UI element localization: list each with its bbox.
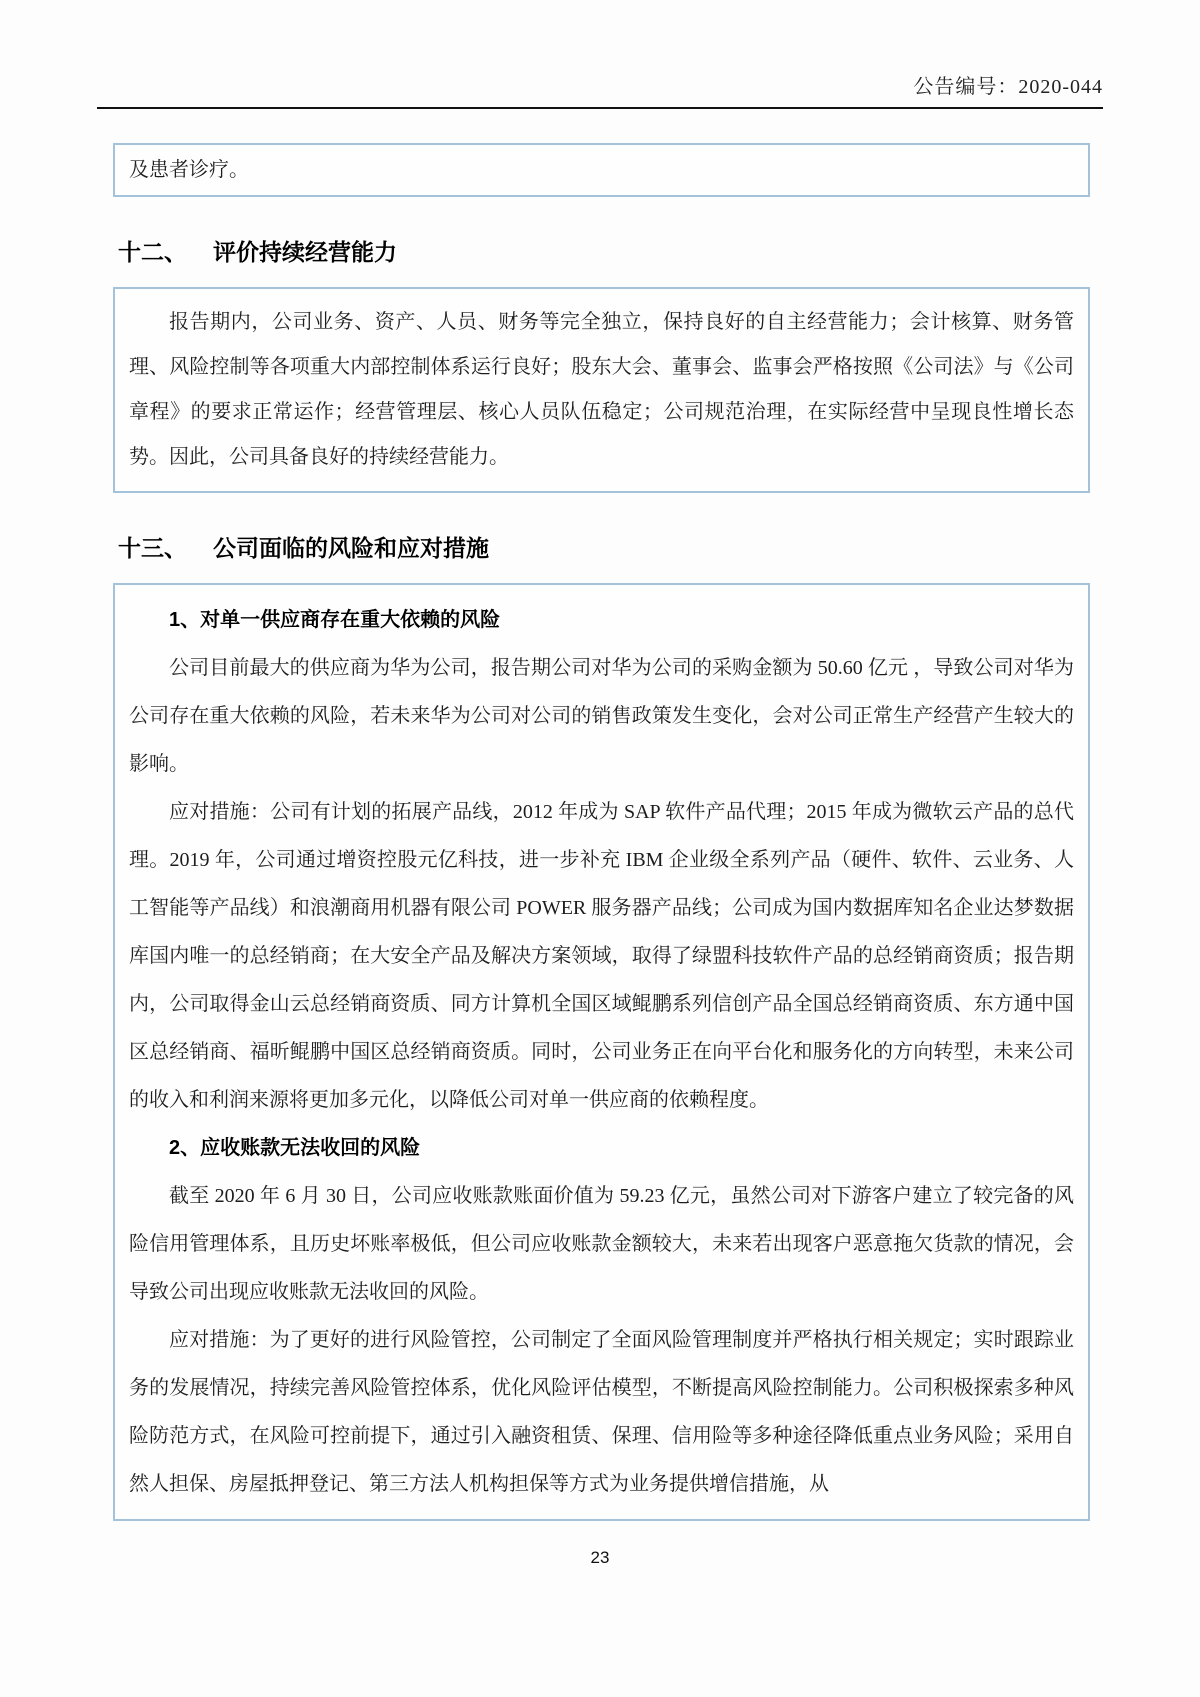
risk-1-title: 1、对单一供应商存在重大依赖的风险 <box>169 609 501 631</box>
risk-2-title: 2、应收账款无法收回的风险 <box>169 1137 421 1159</box>
continuation-text: 及患者诊疗。 <box>129 159 249 181</box>
announcement-number: 公告编号：2020-044 <box>913 76 1103 98</box>
risk-1-paragraph-2: 应对措施：公司有计划的拓展产品线，2012 年成为 SAP 软件产品代理；2015 年成为微软云产品的总代理。2019 年，公司通过增资控股元亿科技，进一步补充 IBM 企业级全系列产品（硬件、软件、云业务、人工智能等产品线）和浪潮商用机器有限公司 POWER 服务器产品线；公司成为国内数据库知名企业达梦数据库国内唯一的总经销商；在大安全产品及解决方案领域，取得了绿盟科技软件产品的总经销商资质；报告期内，公司取得金山云总经销商资质、同方计算机全国区域鲲鹏系列信创产品全国总经销商资质、东方通中国区总经销商、福昕鲲鹏中国区总经销商资质。同时，公司业务正在向平台化和服务化的方向转型，未来公司的收入和利润来源将更加多元化，以降低公司对单一供应商的依赖程度。 <box>129 801 1074 1111</box>
section-12-title: 评价持续经营能力 <box>213 239 397 265</box>
section-13-number: 十三、 <box>118 535 187 561</box>
section-12-heading <box>118 237 1103 267</box>
section-12-number: 十二、 <box>118 239 187 265</box>
section-12-paragraph: 报告期内，公司业务、资产、人员、财务等完全独立，保持良好的自主经营能力；会计核算、财务管理、风险控制等各项重大内部控制体系运行良好；股东大会、董事会、监事会严格按照《公司法》与《公司章程》的要求正常运作；经营管理层、核心人员队伍稳定；公司规范治理，在实际经营中呈现良性增长态势。因此，公司具备良好的持续经营能力。 <box>129 311 1074 468</box>
section-13-title: 公司面临的风险和应对措施 <box>213 535 489 561</box>
risk-1-paragraph-1: 公司目前最大的供应商为华为公司，报告期公司对华为公司的采购金额为 50.60 亿元 ，导致公司对华为公司存在重大依赖的风险，若未来华为公司对公司的销售政策发生变化，会对公司正常生产经营产生较大的影响。 <box>129 657 1074 775</box>
risk-2-paragraph-2: 应对措施：为了更好的进行风险管控，公司制定了全面风险管理制度并严格执行相关规定；实时跟踪业务的发展情况，持续完善风险管控体系，优化风险评估模型，不断提高风险控制能力。公司积极探索多种风险防范方式，在风险可控前提下，通过引入融资租赁、保理、信用险等多种途径降低重点业务风险；采用自然人担保、房屋抵押登记、第三方法人机构担保等方式为业务提供增信措施，从 <box>129 1329 1074 1495</box>
page-number: 23 <box>590 1548 610 1567</box>
section-13-heading <box>118 533 1103 563</box>
section-13-box <box>113 583 1090 1521</box>
continuation-box <box>113 143 1090 197</box>
risk-2-paragraph-1: 截至 2020 年 6 月 30 日，公司应收账款账面价值为 59.23 亿元，虽然公司对下游客户建立了较完备的风险信用管理体系，且历史坏账率极低，但公司应收账款金额较大，未来若出现客户恶意拖欠货款的情况，会导致公司出现应收账款无法收回的风险。 <box>129 1185 1074 1303</box>
page-header <box>97 70 1103 109</box>
section-12-box <box>113 287 1090 493</box>
